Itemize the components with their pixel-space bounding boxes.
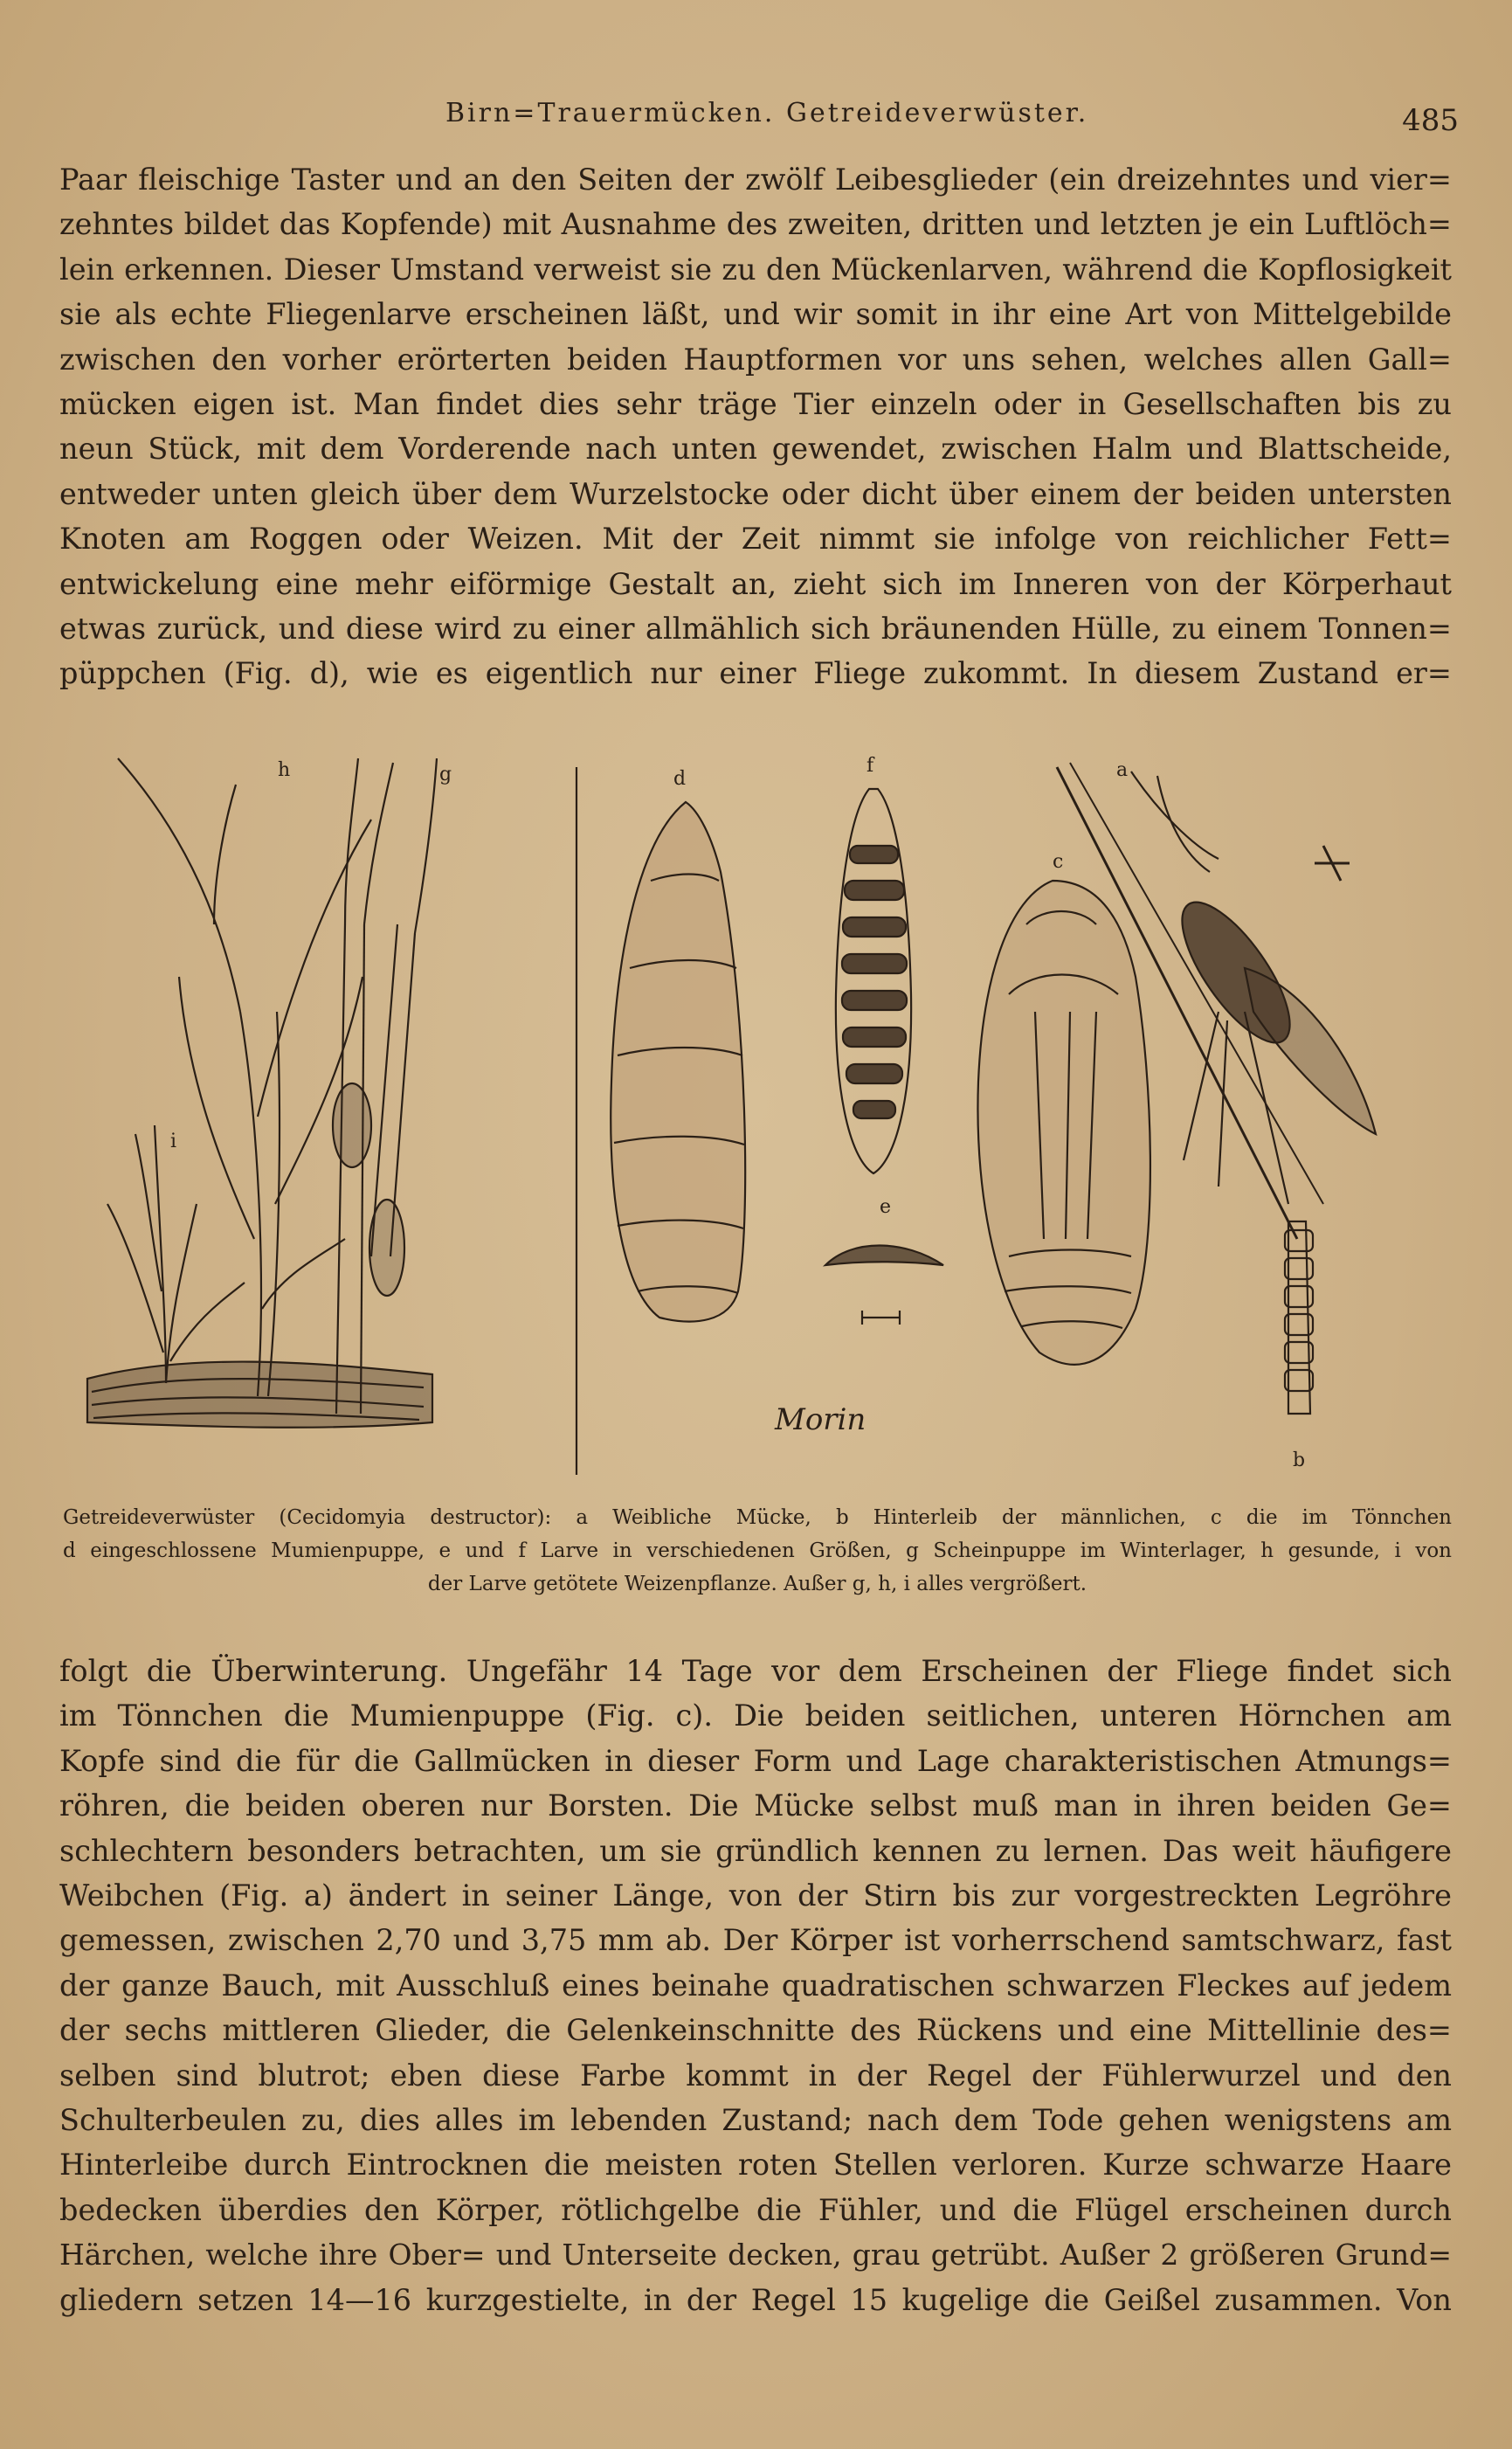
figure-label-b: b [1293,1449,1306,1471]
text-line: Härchen, welche ihre Ober= und Unterseite decken, grau getrübt. Außer 2 größeren Grund= [59,2238,1452,2273]
figure-b-male-abdomen [1285,1221,1313,1414]
figure-label-d: d [673,768,687,790]
text-line: der ganze Bauch, mit Ausschluß eines beinahe quadratischen schwarzen Fleckes auf jedem [59,1968,1452,2003]
engraver-signature: Morin [775,1402,866,1437]
text-line: röhren, die beiden oberen nur Borsten. Die Mücke selbst muß man in ihren beiden Ge= [59,1788,1452,1823]
figure-f-larva-large [836,789,911,1173]
figure-label-a: a [1116,759,1129,781]
figure-label-e: e [880,1196,892,1218]
text-line: entweder unten gleich über dem Wurzelstocke oder dicht über einem der beiden untersten [59,476,1452,511]
text-line: selben sind blutrot; eben diese Farbe kommt in der Regel der Fühlerwurzel und den [59,2058,1452,2093]
figure-e-larva-small [825,1246,943,1325]
plant-h-healthy-wheat [118,758,371,1396]
text-line: Paar fleischige Taster und an den Seiten der zwölf Leibesglieder (ein dreizehntes und vier= [59,163,1452,197]
illustration-figure [83,750,1446,1479]
figure-label-g: g [439,764,452,785]
text-line: püppchen (Fig. d), wie es eigentlich nur einer Fliege zukommt. In diesem Zustand er= [59,656,1452,691]
figure-c-mummy-pupa [977,881,1150,1365]
page-number: 485 [1402,103,1459,138]
text-line: bedecken überdies den Körper, rötlichgelbe die Fühler, und die Flügel erscheinen durch [59,2192,1452,2227]
text-line: Weibchen (Fig. a) ändert in seiner Länge, von der Stirn bis zur vorgestreckten Legröhre [59,1878,1452,1913]
running-title: Birn=Trauermücken. Getreideverwüster. [445,98,1089,128]
figure-label-f: f [866,755,874,777]
text-line: zwischen den vorher erörterten beiden Hauptformen vor uns sehen, welches allen Gall= [59,342,1452,377]
text-line: etwas zurück, und diese wird zu einer allmählich sich bräunenden Hülle, zu einem Tonnen= [59,612,1452,647]
caption-line: der Larve getötete Weizenpflanze. Außer g, h, i alles vergrößert. [427,1573,1087,1595]
caption-line: d eingeschlossene Mumienpuppe, e und f Larve in verschiedenen Größen, g Scheinpuppe im Winterlager, h gesunde, i von [63,1539,1452,1562]
text-line: folgt die Überwinterung. Ungefähr 14 Tage vor dem Erscheinen der Fliege findet sich [59,1654,1452,1688]
text-line: der sechs mittleren Glieder, die Gelenkeinschnitte des Rückens und eine Mittellinie des= [59,2013,1452,2048]
caption-line: Getreideverwüster (Cecidomyia destructor): a Weibliche Mücke, b Hinterleib der männlichen, c die im Tönnchen [63,1506,1452,1529]
text-line: lein erkennen. Dieser Umstand verweist sie zu den Mückenlarven, während die Kopflosigkeit [59,252,1452,287]
text-line: Hinterleibe durch Eintrocknen die meisten roten Stellen verloren. Kurze schwarze Haare [59,2148,1452,2183]
plant-g-stem-with-puparium [333,758,437,1414]
figure-label-h: h [278,759,291,781]
page-header [61,94,1459,138]
text-line: sie als echte Fliegenlarve erscheinen läßt, und wir somit in ihr eine Art von Mittelgebilde [59,297,1452,332]
text-line: schlechtern besonders betrachten, um sie gründlich kennen zu lernen. Das weit häufigere [59,1833,1452,1868]
text-line: entwickelung eine mehr eiförmige Gestalt an, zieht sich im Inneren von der Körperhaut [59,566,1452,601]
text-line: Kopfe sind die für die Gallmücken in dieser Form und Lage charakteristischen Atmungs= [59,1743,1452,1778]
text-line: gemessen, zwischen 2,70 und 3,75 mm ab. Der Körper ist vorherrschend samtschwarz, fast [59,1923,1452,1958]
text-line: zehntes bildet das Kopfende) mit Ausnahme des zweiten, dritten und letzten je ein Luftlöch= [59,207,1452,242]
figure-label-i: i [170,1131,177,1152]
paragraph-bottom [59,1649,1452,2322]
figure-d-puparium [611,802,745,1322]
paragraph-top [59,157,1452,696]
engraving-illustration [83,750,1446,1479]
figure-label-c: c [1053,851,1064,873]
text-line: Schulterbeulen zu, dies alles im lebenden Zustand; nach dem Tode gehen wenigstens am [59,2103,1452,2138]
text-line: neun Stück, mit dem Vorderende nach unten gewendet, zwischen Halm und Blattscheide, [59,432,1452,467]
text-line: gliedern setzen 14—16 kurzgestielte, in der Regel 15 kugelige die Geißel zusammen. Von [59,2282,1452,2317]
text-line: mücken eigen ist. Man findet dies sehr träge Tier einzeln oder in Gesellschaften bis zu [59,387,1452,422]
figure-caption [63,1501,1452,1601]
text-line: Knoten am Roggen oder Weizen. Mit der Zeit nimmt sie infolge von reichlicher Fett= [59,522,1452,557]
text-line: im Tönnchen die Mumienpuppe (Fig. c). Die beiden seitlichen, unteren Hörnchen am [59,1698,1452,1733]
